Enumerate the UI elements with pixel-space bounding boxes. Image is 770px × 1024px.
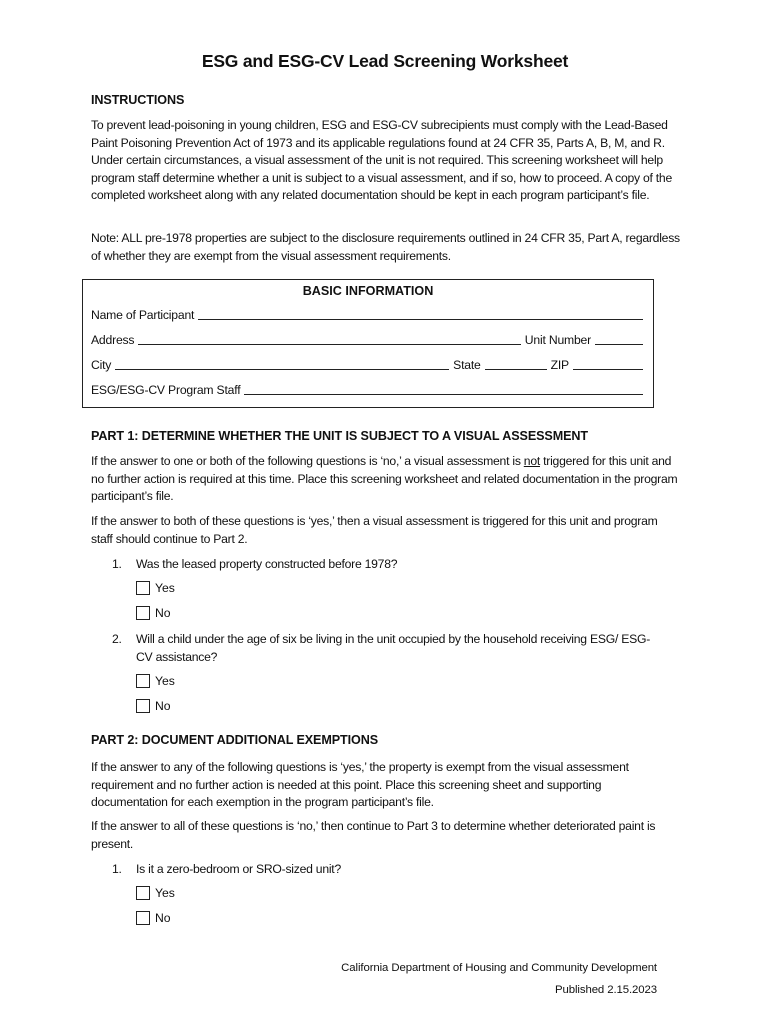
part1-q1-yes-option[interactable] [136, 581, 175, 595]
question-text: Will a child under the age of six be living in the unit occupied by the household receiving ESG/ ESG-CV assistance? [136, 632, 651, 664]
part2-heading: PART 2: DOCUMENT ADDITIONAL EXEMPTIONS [91, 733, 379, 747]
no-checkbox[interactable] [136, 699, 150, 713]
part1-q1-no-option[interactable] [136, 606, 171, 620]
part1-q2-no-option[interactable] [136, 699, 171, 713]
participant-name-row [91, 308, 647, 322]
part1-heading: PART 1: DETERMINE WHETHER THE UNIT IS SUBJECT TO A VISUAL ASSESSMENT [91, 429, 588, 443]
part2-paragraph-no: If the answer to all of these questions is ‘no,’ then continue to Part 3 to determine whether deteriorated paint is present. [91, 819, 656, 851]
zip-label: ZIP [550, 358, 569, 372]
basic-information-box [82, 279, 654, 408]
question-text: Was the leased property constructed before 1978? [136, 557, 398, 571]
state-field[interactable] [485, 359, 547, 370]
yes-checkbox[interactable] [136, 581, 150, 595]
part1-question-1 [112, 556, 652, 574]
part2-q1-yes-option[interactable] [136, 886, 175, 900]
no-label: No [155, 911, 171, 925]
unit-number-label: Unit Number [524, 333, 591, 347]
city-label: City [91, 358, 112, 372]
program-staff-row [91, 383, 647, 397]
part1-text-before: If the answer to one or both of the following questions is ‘no,’ a visual assessment is [91, 454, 524, 468]
question-number: 1. [112, 557, 122, 571]
page-title: ESG and ESG-CV Lead Screening Worksheet [201, 51, 569, 71]
participant-name-field[interactable] [198, 309, 643, 320]
zip-field[interactable] [573, 359, 643, 370]
city-state-zip-row [91, 358, 647, 372]
unit-number-field[interactable] [595, 334, 643, 345]
yes-checkbox[interactable] [136, 674, 150, 688]
yes-label: Yes [155, 581, 175, 595]
address-label: Address [91, 333, 135, 347]
part1-emphasis-not: not [523, 454, 540, 468]
part2-paragraph-yes: If the answer to any of the following questions is ‘yes,’ the property is exempt from the visual assessment requirement and no further action is needed at this point. Place this screening sheet and supporting documentation for each exemption in the program participant’s file. [91, 760, 629, 810]
part1-question-2 [112, 631, 652, 666]
address-field[interactable] [138, 334, 520, 345]
address-row [91, 333, 647, 347]
yes-checkbox[interactable] [136, 886, 150, 900]
footer-agency: California Department of Housing and Community Development [341, 962, 657, 974]
no-label: No [155, 699, 171, 713]
no-checkbox[interactable] [136, 911, 150, 925]
basic-information-heading: BASIC INFORMATION [302, 284, 434, 298]
part1-paragraph-no [91, 453, 681, 506]
yes-label: Yes [155, 674, 175, 688]
program-staff-field[interactable] [244, 384, 643, 395]
question-number: 2. [112, 632, 122, 646]
part2-q1-no-option[interactable] [136, 911, 171, 925]
question-text: Is it a zero-bedroom or SRO-sized unit? [136, 862, 341, 876]
instructions-paragraph: To prevent lead-poisoning in young children, ESG and ESG-CV subrecipients must comply with the Lead-Based Paint Poisoning Prevention Act of 1973 and its applicable regulations found at 24 CFR 35, Parts A, B, M, and R. Under certain circumstances, a visual assessment of the unit is not required. This screening worksheet will help program staff determine whether a unit is subject to a visual assessment, and if so, how to proceed. A copy of the completed worksheet along with any related documentation should be kept in each program participant’s file. [91, 118, 672, 203]
no-label: No [155, 606, 171, 620]
disclosure-note: Note: ALL pre-1978 properties are subject to the disclosure requirements outlined in 24 CFR 35, Part A, regardless of whether they are exempt from the visual assessment requirements. [91, 231, 680, 263]
instructions-heading: INSTRUCTIONS [91, 93, 185, 107]
part1-text-after: triggered for this unit and no further action is required at this time. Place this screening worksheet and related documentation in the program participant’s file. [91, 454, 678, 504]
question-number: 1. [112, 862, 122, 876]
state-label: State [453, 358, 481, 372]
yes-label: Yes [155, 886, 175, 900]
no-checkbox[interactable] [136, 606, 150, 620]
part1-q2-yes-option[interactable] [136, 674, 175, 688]
part2-question-1 [112, 861, 652, 879]
footer-published-date: Published 2.15.2023 [555, 984, 657, 996]
part1-paragraph-yes: If the answer to both of these questions is ‘yes,’ then a visual assessment is triggered for this unit and program staff should continue to Part 2. [91, 514, 658, 546]
city-field[interactable] [115, 359, 449, 370]
program-staff-label: ESG/ESG-CV Program Staff [91, 383, 241, 397]
participant-name-label: Name of Participant [91, 308, 195, 322]
